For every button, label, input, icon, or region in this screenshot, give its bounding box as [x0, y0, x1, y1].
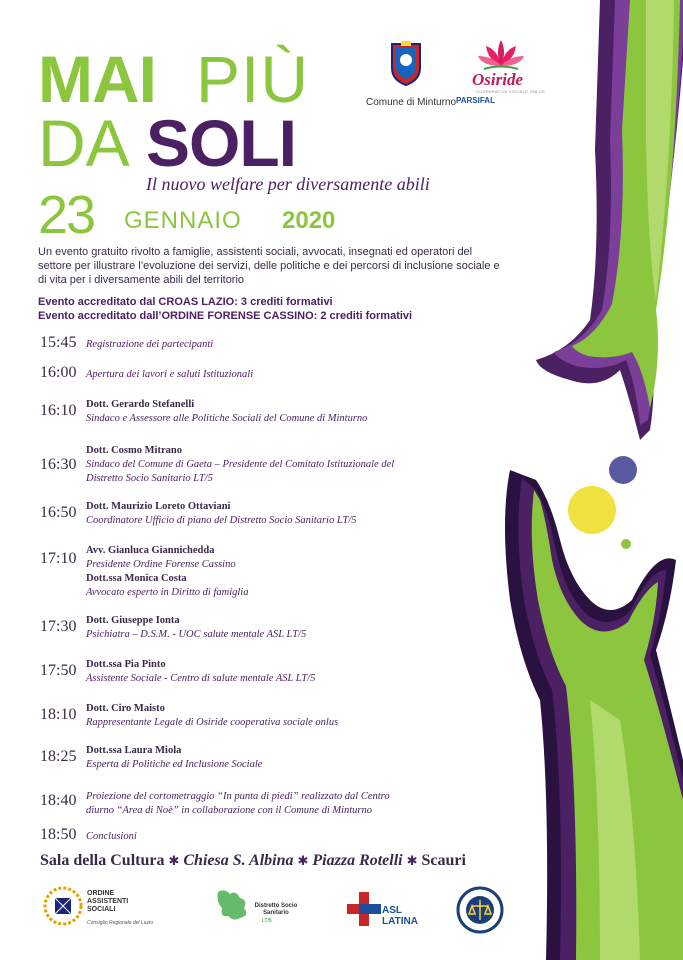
- schedule-description: [86, 444, 446, 486]
- venue-place: Sala della Cultura: [40, 852, 165, 869]
- schedule-description: [86, 658, 446, 686]
- distretto-logo-text: Distretto Socio Sanitario: [254, 903, 298, 916]
- schedule-time: 15:45: [40, 334, 77, 351]
- schedule-detail: Distretto Socio Sanitario LT/5: [86, 473, 213, 484]
- asl-label: ASL: [382, 905, 402, 916]
- parsifal-logo-text: PARSIFAL: [456, 96, 495, 105]
- speaker-name: Dott. Giuseppe Ionta: [86, 615, 180, 626]
- schedule-time: 16:00: [40, 364, 77, 381]
- schedule-detail: Coordinatore Ufficio di piano del Distretto Socio Sanitario LT/5: [86, 515, 357, 526]
- venue-church: Chiesa S. Albina: [183, 852, 294, 869]
- schedule-detail: Rappresentante Legale di Osiride cooperativa sociale onlus: [86, 717, 339, 728]
- schedule-description: [86, 338, 446, 352]
- star-icon: ✱: [168, 853, 180, 868]
- title-da: DA: [38, 106, 130, 180]
- speaker-name: Dott. Maurizio Loreto Ottaviani: [86, 501, 231, 512]
- date-month: GENNAIO: [124, 207, 242, 234]
- speaker-name: Avv. Gianluca Giannichedda: [86, 545, 215, 556]
- latina-label: LATINA: [382, 916, 418, 927]
- date-day: 23: [38, 185, 95, 245]
- schedule-detail: Sindaco e Assessore alle Politiche Sociali del Comune di Minturno: [86, 413, 368, 424]
- hands-illustration: [480, 0, 683, 960]
- schedule-description: [86, 500, 446, 528]
- oas-logo-subtext: Consiglio Regionale del Lazio: [87, 920, 153, 926]
- schedule-detail: Presidente Ordine Forense Cassino: [86, 559, 236, 570]
- speaker-name: Dott. Ciro Maisto: [86, 703, 165, 714]
- date-year: 2020: [282, 207, 336, 234]
- speaker-name: Dott.ssa Laura Miola: [86, 745, 182, 756]
- subtitle: Il nuovo welfare per diversamente abili: [146, 174, 430, 194]
- asl-cross-icon: [347, 892, 381, 926]
- osiride-logo-subtext: COOPERATIVA SOCIALE ONLUS: [476, 89, 545, 94]
- schedule-detail: Psichiatra – D.S.M. - UOC salute mentale ASL LT/5: [86, 629, 307, 640]
- schedule-time: 16:50: [40, 504, 77, 521]
- title-soli: SOLI: [146, 106, 297, 180]
- intro-text: Un evento gratuito rivolto a famiglie, assistenti sociali, avvocati, insegnati ed operatori del settore per illustrare l’evoluzione dei servizi, delle politiche e dei percorsi di inclusione sociale e di vita per i diversamente abili del territorio: [38, 246, 500, 286]
- schedule-detail: diurno “Area di Noè” in collaborazione con il Comune di Minturno: [86, 805, 373, 816]
- osiride-logo-text: Osiride: [472, 70, 523, 89]
- schedule-description: [86, 790, 446, 818]
- schedule-detail: Sindaco del Comune di Gaeta – Presidente del Comitato Istituzionale del: [86, 459, 395, 470]
- schedule-time: 17:10: [40, 550, 77, 567]
- comune-crest-icon: [390, 40, 422, 86]
- speaker-name: Dott.ssa Pia Pinto: [86, 659, 166, 670]
- schedule-time: 16:10: [40, 402, 77, 419]
- ordine-assistenti-sociali-logo-icon: [43, 886, 83, 926]
- schedule-description: [86, 830, 446, 844]
- schedule-detail: Avvocato esperto in Diritto di famiglia: [86, 587, 249, 598]
- schedule-description: [86, 544, 446, 600]
- schedule-detail: Registrazione dei partecipanti: [86, 339, 214, 350]
- schedule-time: 16:30: [40, 456, 77, 473]
- comune-label: Comune di Minturno: [366, 97, 457, 108]
- schedule-time: 18:40: [40, 792, 77, 809]
- schedule-description: [86, 398, 446, 426]
- distretto-logo-subtext: LT/5: [262, 918, 272, 924]
- schedule-description: [86, 702, 446, 730]
- venue-line: [40, 852, 466, 870]
- title-mai: MAI: [38, 42, 156, 116]
- accreditation-forense: Evento accreditato dall’ORDINE FORENSE CASSINO: 2 crediti formativi: [38, 310, 413, 322]
- schedule-detail: Proiezione del cortometraggio “In punta di piedi” realizzato dal Centro: [86, 791, 390, 802]
- speaker-name: Dott.ssa Monica Costa: [86, 573, 187, 584]
- accreditation-croas: Evento accreditato dal CROAS LAZIO: 3 crediti formativi: [38, 296, 333, 308]
- schedule-detail: Apertura dei lavori e saluti Istituzionali: [86, 369, 254, 380]
- title-piu: PIÙ: [196, 42, 310, 116]
- speaker-name: Dott. Cosmo Mitrano: [86, 445, 182, 456]
- oas-logo-text: ORDINE ASSISTENTI SOCIALI: [87, 890, 129, 913]
- asl-logo-text: [382, 905, 418, 927]
- schedule-detail: Assistente Sociale - Centro di salute mentale ASL LT/5: [86, 673, 316, 684]
- venue-town: Scauri: [421, 852, 466, 869]
- schedule-time: 18:25: [40, 748, 77, 765]
- speaker-name: Dott. Gerardo Stefanelli: [86, 399, 195, 410]
- star-icon: ✱: [297, 853, 309, 868]
- schedule-description: [86, 744, 446, 772]
- schedule-time: 18:10: [40, 706, 77, 723]
- schedule-time: 18:50: [40, 826, 77, 843]
- schedule-detail: Conclusioni: [86, 831, 137, 842]
- schedule-time: 17:30: [40, 618, 77, 635]
- star-icon: ✱: [406, 853, 418, 868]
- venue-square: Piazza Rotelli: [312, 852, 403, 869]
- schedule-time: 17:50: [40, 662, 77, 679]
- schedule-description: [86, 368, 446, 382]
- schedule-detail: Esperta di Politiche ed Inclusione Sociale: [86, 759, 263, 770]
- schedule-description: [86, 614, 446, 642]
